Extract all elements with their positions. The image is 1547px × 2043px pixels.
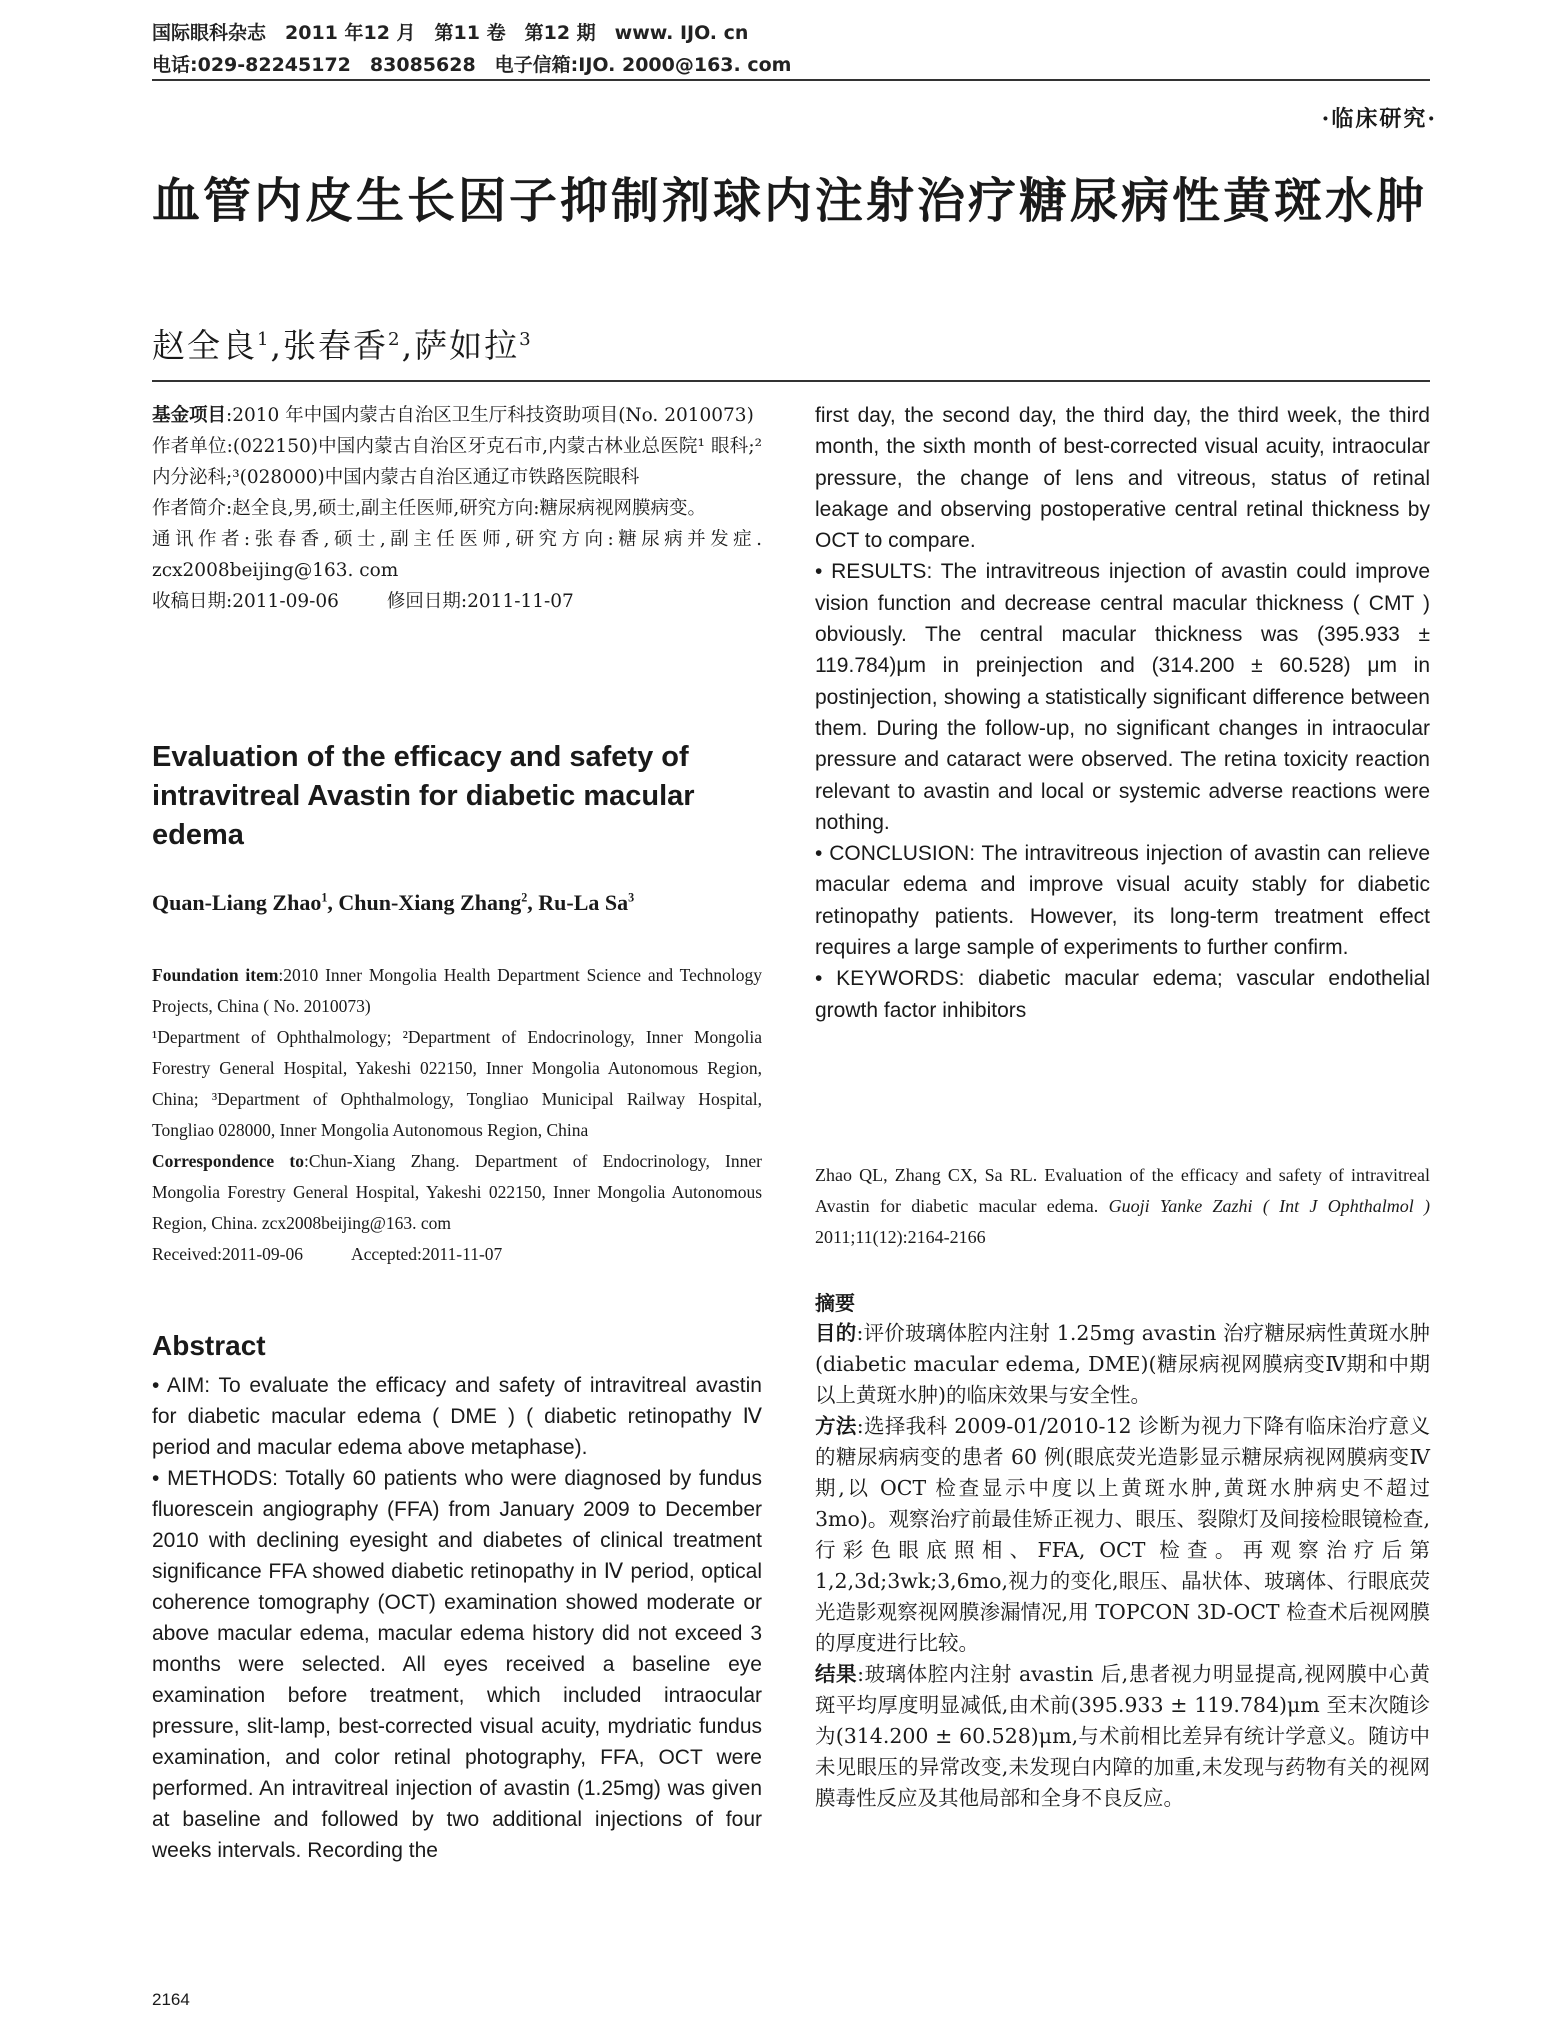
foundation-item — [152, 960, 762, 1022]
header-divider — [152, 79, 1430, 81]
abstract-body-cn — [815, 1318, 1430, 1814]
dates-cn — [152, 586, 762, 617]
foundation-text: :2010 Inner Mongolia Health Department Science and Technology Projects, China ( No. 2010073) — [152, 965, 762, 1016]
abstract-body-right — [815, 400, 1430, 1026]
abstract-aim: • AIM: To evaluate the efficacy and safety of intravitreal avastin for diabetic macular edema ( DME ) ( diabetic retinopathy Ⅳ period and macular edema above metaphase). — [152, 1374, 762, 1459]
abstract-methods-cn — [815, 1411, 1430, 1659]
author-affiliation-mark: 1 — [321, 890, 328, 905]
title-divider — [152, 380, 1430, 382]
section-label: ·临床研究· — [1321, 106, 1437, 132]
aim-text-cn: :评价玻璃体腔内注射 1.25mg avastin 治疗糖尿病性黄斑水肿(diabetic macular edema, DME)(糖尿病视网膜病变Ⅳ期和中期以上黄斑水肿)的临床效果与安全性。 — [815, 1321, 1430, 1407]
author-affiliation-mark: 2 — [388, 329, 402, 350]
author-name: Chun-Xiang Zhang — [338, 890, 522, 915]
author-name: 萨如拉 — [414, 326, 520, 365]
journal-header-line2: 电话:029-82245172 83085628 电子信箱:IJO. 2000@163. com — [152, 54, 792, 76]
affiliation-cn: 作者单位:(022150)中国内蒙古自治区牙克石市,内蒙古林业总医院¹ 眼科;² 内分泌科;³(028000)中国内蒙古自治区通辽市铁路医院眼科 — [152, 436, 762, 488]
funding-text: :2010 年中国内蒙古自治区卫生厅科技资助项目(No. 2010073) — [226, 405, 754, 426]
abstract-methods-continued: first day, the second day, the third day, the third week, the third month, the sixth month of best-corrected visual acuity, intraocular pressure, the change of lens and vitreous, status of retinal leakage and observing postoperative central retinal thickness by OCT to compare. — [815, 404, 1430, 553]
author-affiliation-mark: 3 — [519, 329, 533, 350]
citation-journal: Guoji Yanke Zazhi ( Int J Ophthalmol ) — [1108, 1196, 1431, 1216]
author-name: Quan-Liang Zhao — [152, 890, 322, 915]
affiliations-en: ¹Department of Ophthalmology; ²Department of Endocrinology, Inner Mongolia Forestry General Hospital, Yakeshi 022150, Inner Mongolia Autonomous Region, China; ³Department of Ophthalmology, Tongliao Municipal Railway Hospital, Tongliao 028000, Inner Mongolia Autonomous Region, China — [152, 1027, 762, 1140]
citation-text: Zhao QL, Zhang CX, Sa RL. Evaluation of the efficacy and safety of intravitreal Avastin for diabetic macular edema. — [815, 1165, 1430, 1216]
abstract-heading-cn: 摘要 — [815, 1291, 855, 1315]
abstract-methods: • METHODS: Totally 60 patients who were diagnosed by fundus fluorescein angiography (FFA) from January 2009 to December 2010 with declining eyesight and diabetes of clinical treatment significance FFA showed diabetic retinopathy in Ⅳ period, optical coherence tomography (OCT) examination showed moderate or above macular edema, macular edema history did not exceed 3 months were selected. All eyes received a baseline eye examination before treatment, which included intraocular pressure, slit-lamp, best-corrected visual acuity, mydriatic fundus examination, and color retinal photography, FFA, OCT were performed. An intravitreal injection of avastin (1.25mg) was given at baseline and followed by two additional injections of four weeks intervals. Recording the — [152, 1467, 762, 1862]
author-affiliation-mark: 1 — [257, 329, 271, 350]
abstract-conclusion: • CONCLUSION: The intravitreous injection of avastin can relieve macular edema and improve visual acuity stably for diabetic retinopathy patients. However, its long-term treatment effect requires a large sample of experiments to further confirm. — [815, 842, 1430, 960]
author-name: 赵全良 — [152, 326, 257, 365]
author-list-en: Quan-Liang Zhao$^1$, Chun-Xiang Zhang$^2$, Ru-La Sa$^3$ — [152, 890, 635, 915]
methods-label-cn: 方法 — [815, 1414, 857, 1438]
article-title-cn: 血管内皮生长因子抑制剂球内注射治疗糖尿病性黄斑水肿 — [152, 173, 1428, 229]
abstract-heading: Abstract — [152, 1330, 266, 1361]
methods-text-cn: :选择我科 2009-01/2010-12 诊断为视力下降有临床治疗意义的糖尿病病变的患者 60 例(眼底荧光造影显示糖尿病视网膜病变Ⅳ期,以 OCT 检查显示中度以上黄斑水肿,黄斑水肿病史不超过 3mo)。观察治疗前最佳矫正视力、眼压、裂隙灯及间接检眼镜检查,行彩色眼底照相、FFA, OCT 检查。再观察治疗后第 1,2,3d;3wk;3,6mo,视力的变化,眼压、晶状体、玻璃体、行眼底荧光造影观察视网膜渗漏情况,用 TOPCON 3D-OCT 检查术后视网膜的厚度进行比较。 — [815, 1414, 1431, 1655]
abstract-results: • RESULTS: The intravitreous injection of avastin could improve vision function and decrease central macular thickness ( CMT ) obviously. The central macular thickness was (395.933 ± 119.784)μm in preinjection and (314.200 ± 60.528) μm in postinjection, showing a statistically significant difference between them. During the follow-up, no significant changes in intraocular pressure and cataract were observed. The retina toxicity reaction relevant to avastin and local or systemic adverse reactions were nothing. — [815, 560, 1430, 834]
dates-en — [152, 1239, 762, 1270]
citation-ref: 2011;11(12):2164-2166 — [815, 1227, 986, 1247]
author-list-cn: 赵全良$^1$,张春香$^2$,萨如拉$^3$ — [152, 326, 533, 365]
author-name: 张春香 — [283, 326, 389, 365]
correspondence-en — [152, 1146, 762, 1239]
abstract-aim-cn — [815, 1318, 1430, 1411]
revised-date-cn: 修回日期:2011-11-07 — [386, 591, 574, 612]
foundation-label: Foundation item — [152, 965, 279, 985]
author-bio-cn: 作者简介:赵全良,男,硕士,副主任医师,研究方向:糖尿病视网膜病变。 — [152, 498, 706, 519]
article-info-en — [152, 960, 762, 1270]
correspondence-text: :Chun-Xiang Zhang. Department of Endocrinology, Inner Mongolia Forestry General Hospital, Yakeshi 022150, Inner Mongolia Autonomous Region, China. zcx2008beijing@163. com — [152, 1151, 762, 1233]
aim-label-cn: 目的 — [815, 1321, 857, 1345]
author-affiliation-mark: 2 — [521, 890, 528, 905]
correspondence-cn: 通讯作者:张春香,硕士,副主任医师,研究方向:糖尿病并发症. zcx2008beijing@163. com — [152, 529, 762, 581]
article-title-en: Evaluation of the efficacy and safety of intravitreal Avastin for diabetic macular edema — [152, 741, 695, 851]
author-name: Ru-La Sa — [538, 890, 629, 915]
abstract-keywords: • KEYWORDS: diabetic macular edema; vascular endothelial growth factor inhibitors — [815, 967, 1430, 1022]
abstract-results-cn — [815, 1659, 1430, 1814]
citation — [815, 1160, 1430, 1253]
journal-header-line1: 国际眼科杂志 2011 年12 月 第11 卷 第12 期 www. IJO. cn — [152, 22, 749, 44]
received-date-en: Received:2011-09-06 — [152, 1244, 303, 1264]
results-label-cn: 结果 — [815, 1662, 858, 1686]
results-text-cn: :玻璃体腔内注射 avastin 后,患者视力明显提高,视网膜中心黄斑平均厚度明显减低,由术前(395.933 ± 119.784)μm 至末次随诊为(314.200 ± 60.528)μm,与术前相比差异有统计学意义。随访中未见眼压的异常改变,未发现白内障的加重,未发现与药物有关的视网膜毒性反应及其他局部和全身不良反应。 — [815, 1662, 1431, 1810]
accepted-date-en: Accepted:2011-11-07 — [350, 1244, 503, 1264]
abstract-body-left — [152, 1370, 762, 1866]
article-info-cn — [152, 400, 762, 617]
funding-cn — [152, 400, 762, 431]
page-number: 2164 — [152, 1990, 190, 2009]
funding-label: 基金项目 — [152, 405, 227, 426]
correspondence-label: Correspondence to — [152, 1151, 304, 1171]
received-date-cn: 收稿日期:2011-09-06 — [152, 591, 339, 612]
author-affiliation-mark: 3 — [628, 890, 635, 905]
